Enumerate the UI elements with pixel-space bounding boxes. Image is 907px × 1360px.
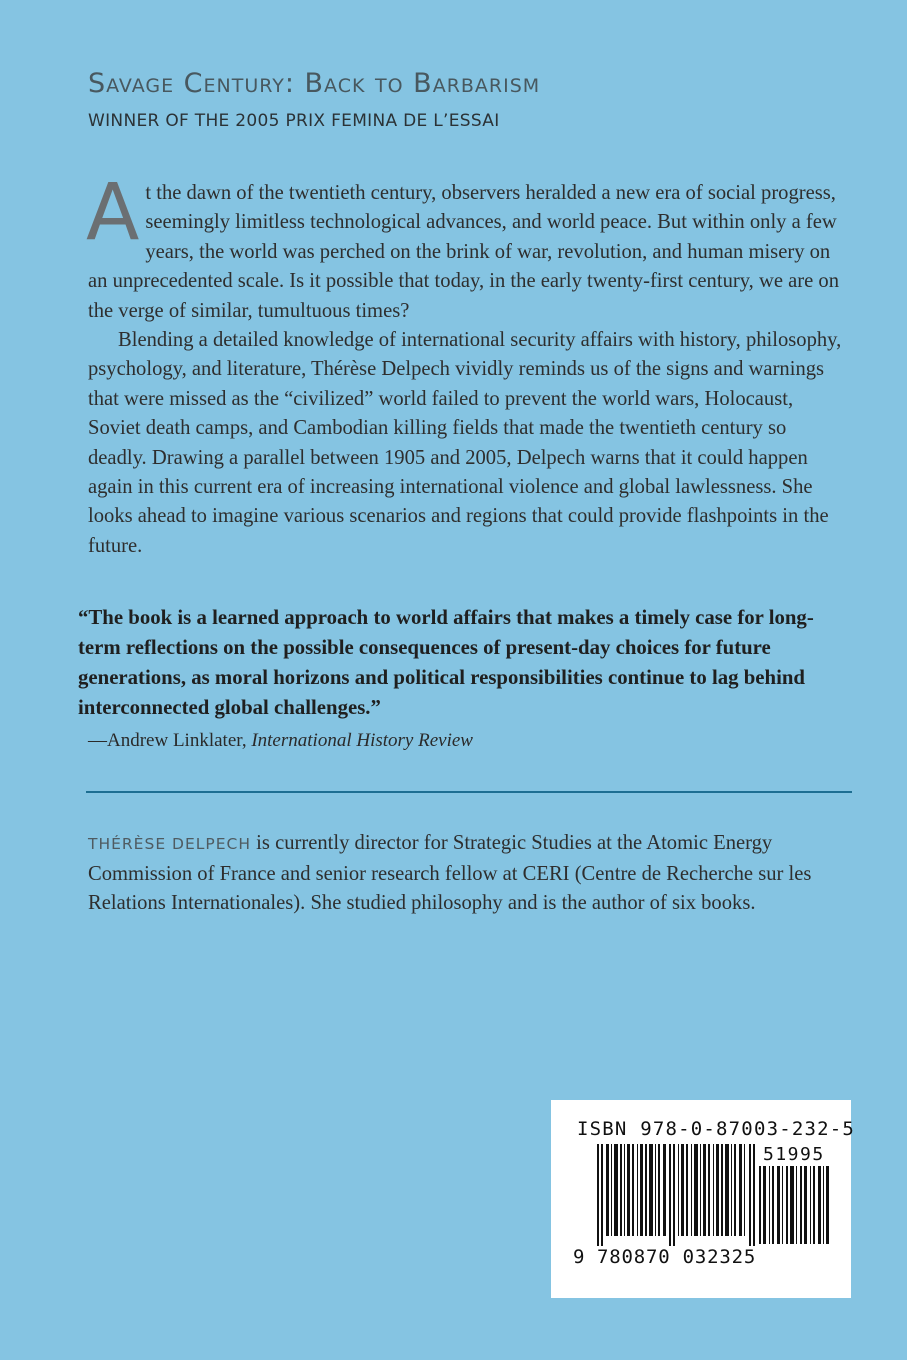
description-paragraph-1	[86, 168, 848, 326]
review-source: International History Review	[251, 730, 473, 751]
price-addon-barcode	[759, 1166, 831, 1244]
review-quote: “The book is a learned approach to world affairs that makes a timely case for long-term reflections on the possible consequences of present-day choices for future generations, as moral horizons and political responsibilities continue to lag behind interconnected global challenges.”	[78, 606, 814, 719]
review-attribution	[88, 730, 473, 752]
author-bio	[88, 829, 848, 919]
ean-digits: 780870 032325	[597, 1246, 757, 1268]
book-description	[86, 168, 848, 561]
award-subtitle: WINNER OF THE 2005 PRIX FEMINA DE L’ESSAI	[88, 111, 500, 131]
book-title: Savage Century: Back to Barbarism	[88, 68, 541, 99]
section-divider	[86, 791, 852, 793]
author-bio-text: is currently director for Strategic Studies at the Atomic Energy Commission of France and senior research fellow at CERI (Centre de Recherche sur les Relations Internationales). She studied philosophy and is the author of six books.	[88, 832, 812, 914]
barcode-panel	[551, 1100, 856, 1298]
description-paragraph-1-text: t the dawn of the twentieth century, observers heralded a new era of social progress, seemingly limitless technological advances, and world peace. But within only a few years, the world was perched on the brink of war, revolution, and human misery on an unprecedented scale. Is it possible that today, in the early twenty-first century, we are on the verge of similar, tumultuous times?	[88, 182, 840, 322]
author-name: THÉRÈSE DELPECH	[88, 835, 252, 853]
drop-cap: A	[86, 168, 140, 258]
isbn-label: ISBN 978-0-87003-232-5	[577, 1118, 856, 1140]
ean-barcode	[597, 1144, 757, 1246]
description-paragraph-2: Blending a detailed knowledge of international security affairs with history, philosophy, psychology, and literature, Thérèse Delpech vividly reminds us of the signs and warnings that were missed as the “civilized” world failed to prevent the world wars, Holocaust, Soviet death camps, and Cambodian killing fields that made the twentieth century so deadly. Drawing a parallel between 1905 and 2005, Delpech warns that it could happen again in this current era of increasing international violence and global lawlessness. She looks ahead to imagine various scenarios and regions that could provide flashpoints in the future.	[88, 329, 842, 557]
review-author: —Andrew Linklater,	[88, 730, 252, 751]
price-code: 51995	[763, 1144, 825, 1165]
ean-first-digit: 9	[573, 1246, 585, 1268]
